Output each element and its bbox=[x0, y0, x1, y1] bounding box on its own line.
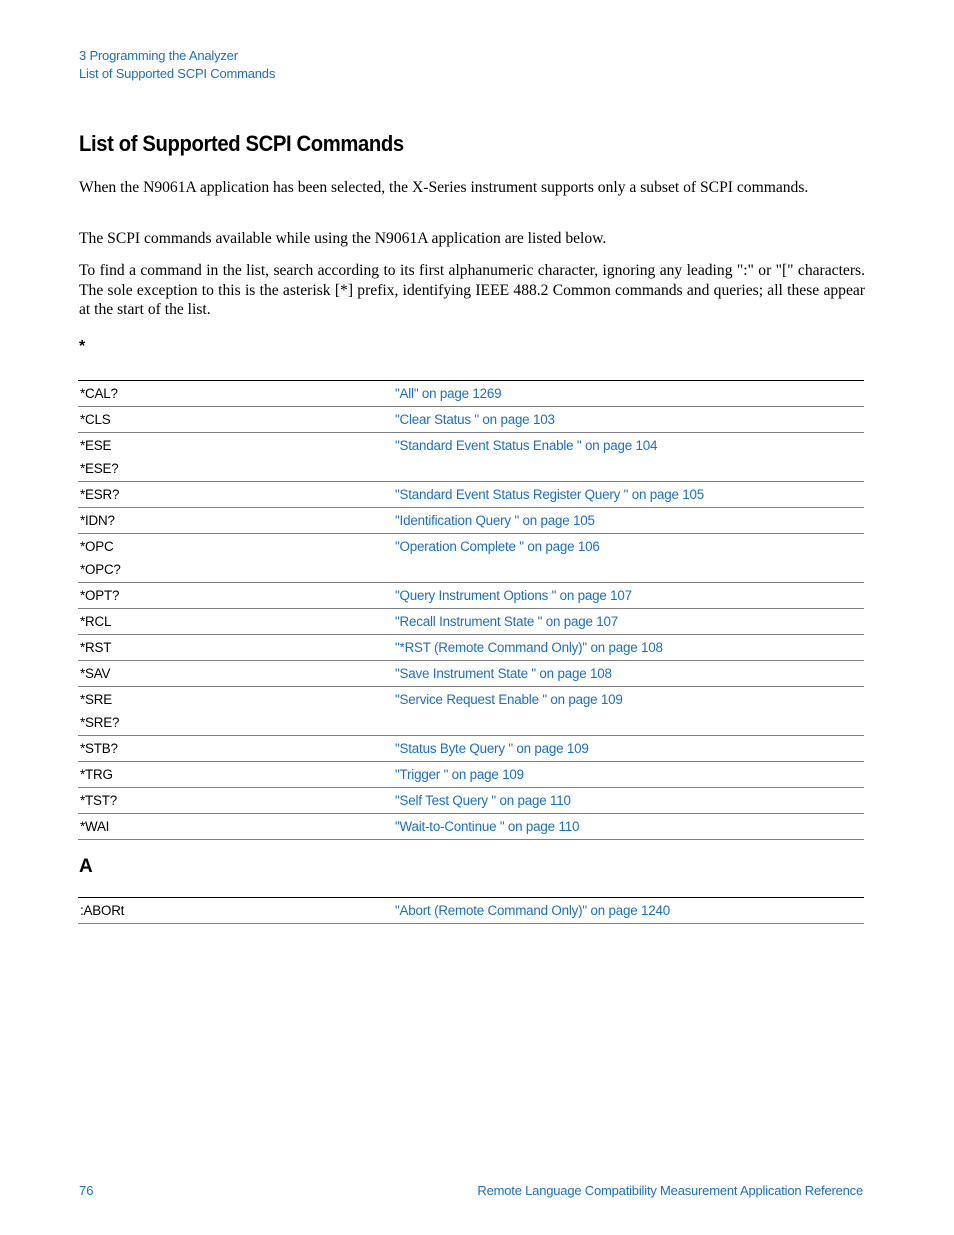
reference-link[interactable]: "Query Instrument Options " on page 107 bbox=[393, 583, 864, 609]
table-row bbox=[78, 407, 864, 433]
command-cell bbox=[78, 788, 393, 814]
command-name: *SAV bbox=[80, 666, 111, 681]
table-row bbox=[78, 762, 864, 788]
footer-book-title: Remote Language Compatibility Measurement Application Reference bbox=[477, 1183, 863, 1198]
table-row bbox=[78, 898, 864, 924]
reference-link[interactable]: "*RST (Remote Command Only)" on page 108 bbox=[393, 635, 864, 661]
reference-link[interactable]: "Abort (Remote Command Only)" on page 1240 bbox=[393, 898, 864, 924]
reference-link[interactable]: "Standard Event Status Enable " on page 104 bbox=[393, 433, 864, 482]
command-name: *CLS bbox=[80, 412, 111, 427]
section-heading-asterisk: * bbox=[79, 338, 86, 355]
header-section[interactable]: List of Supported SCPI Commands bbox=[79, 66, 276, 81]
table-row bbox=[78, 609, 864, 635]
command-name: *RCL bbox=[80, 614, 112, 629]
table-row bbox=[78, 687, 864, 736]
page-title: List of Supported SCPI Commands bbox=[79, 131, 404, 156]
command-name: *OPT? bbox=[80, 588, 120, 603]
header-chapter[interactable]: 3 Programming the Analyzer bbox=[79, 48, 238, 63]
section-heading-a: A bbox=[79, 856, 93, 877]
reference-link[interactable]: "All" on page 1269 bbox=[393, 381, 864, 407]
reference-link[interactable]: "Identification Query " on page 105 bbox=[393, 508, 864, 534]
table-row bbox=[78, 534, 864, 583]
command-cell bbox=[78, 534, 393, 583]
command-name: *WAI bbox=[80, 819, 110, 834]
command-query-name: *SRE? bbox=[80, 715, 120, 730]
command-name: *SRE bbox=[80, 692, 112, 707]
table-row bbox=[78, 635, 864, 661]
command-name: *CAL? bbox=[80, 386, 118, 401]
search-instructions-paragraph: To find a command in the list, search according to its first alphanumeric character, ignoring any leading ":" or "[" characters. The sole exception to this is the asterisk [*] prefix, identifying IEEE 488.2 Common commands and queries; all these appear at the start of the list. bbox=[79, 262, 865, 319]
table-row bbox=[78, 814, 864, 840]
command-cell bbox=[78, 381, 393, 407]
command-name: *TRG bbox=[80, 767, 113, 782]
command-cell bbox=[78, 433, 393, 482]
command-cell bbox=[78, 508, 393, 534]
command-name: :ABORt bbox=[80, 903, 125, 918]
table-row bbox=[78, 433, 864, 482]
table-row bbox=[78, 736, 864, 762]
command-name: *RST bbox=[80, 640, 112, 655]
reference-link[interactable]: "Recall Instrument State " on page 107 bbox=[393, 609, 864, 635]
command-table-asterisk bbox=[78, 380, 864, 840]
command-cell bbox=[78, 407, 393, 433]
reference-link[interactable]: "Operation Complete " on page 106 bbox=[393, 534, 864, 583]
table-row bbox=[78, 508, 864, 534]
reference-link[interactable]: "Status Byte Query " on page 109 bbox=[393, 736, 864, 762]
availability-paragraph: The SCPI commands available while using the N9061A application are listed below. bbox=[79, 230, 607, 247]
command-query-name: *ESE? bbox=[80, 461, 119, 476]
table-row bbox=[78, 482, 864, 508]
reference-link[interactable]: "Self Test Query " on page 110 bbox=[393, 788, 864, 814]
command-cell bbox=[78, 609, 393, 635]
command-name: *OPC bbox=[80, 539, 114, 554]
command-name: *ESE bbox=[80, 438, 112, 453]
intro-paragraph: When the N9061A application has been selected, the X-Series instrument supports only a subset of SCPI commands. bbox=[79, 179, 809, 196]
footer-page-number: 76 bbox=[79, 1183, 94, 1198]
reference-link[interactable]: "Standard Event Status Register Query " on page 105 bbox=[393, 482, 864, 508]
table-row bbox=[78, 788, 864, 814]
command-cell bbox=[78, 687, 393, 736]
command-name: *ESR? bbox=[80, 487, 120, 502]
command-cell bbox=[78, 898, 393, 924]
reference-link[interactable]: "Wait-to-Continue " on page 110 bbox=[393, 814, 864, 840]
table-row bbox=[78, 583, 864, 609]
command-query-name: *OPC? bbox=[80, 562, 121, 577]
running-header bbox=[79, 47, 275, 83]
command-cell bbox=[78, 736, 393, 762]
command-table-a bbox=[78, 897, 864, 924]
table-row bbox=[78, 381, 864, 407]
command-name: *STB? bbox=[80, 741, 118, 756]
reference-link[interactable]: "Service Request Enable " on page 109 bbox=[393, 687, 864, 736]
command-name: *TST? bbox=[80, 793, 117, 808]
table-row bbox=[78, 661, 864, 687]
command-cell bbox=[78, 482, 393, 508]
command-cell bbox=[78, 661, 393, 687]
command-cell bbox=[78, 814, 393, 840]
reference-link[interactable]: "Trigger " on page 109 bbox=[393, 762, 864, 788]
command-name: *IDN? bbox=[80, 513, 115, 528]
command-cell bbox=[78, 583, 393, 609]
reference-link[interactable]: "Clear Status " on page 103 bbox=[393, 407, 864, 433]
command-cell bbox=[78, 762, 393, 788]
reference-link[interactable]: "Save Instrument State " on page 108 bbox=[393, 661, 864, 687]
command-cell bbox=[78, 635, 393, 661]
